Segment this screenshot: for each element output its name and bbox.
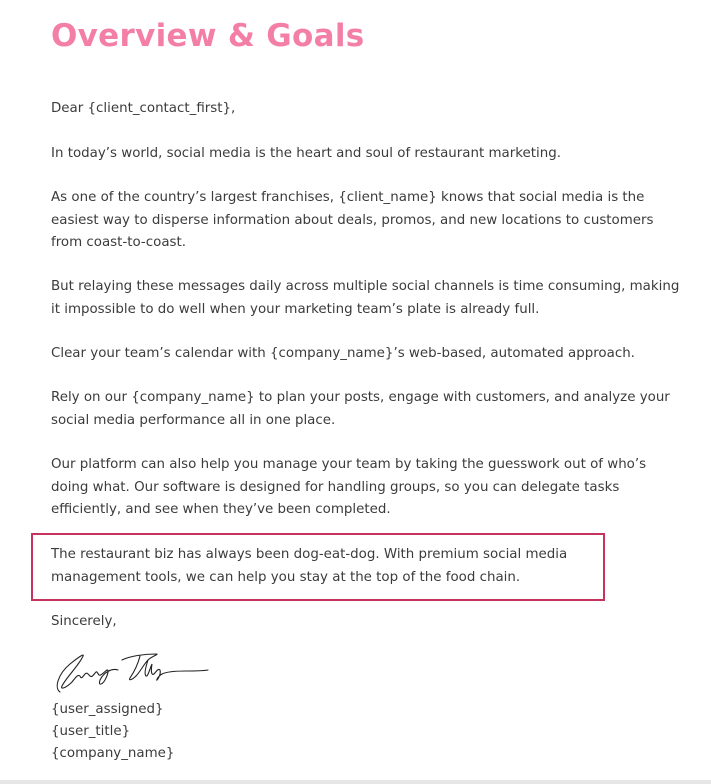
salutation: Dear {client_contact_first}, bbox=[51, 101, 236, 116]
company-name: {company_name} bbox=[51, 746, 175, 761]
paragraph-calendar: Clear your team’s calendar with {company_name}’s web-based, automated approach. bbox=[51, 346, 635, 361]
user-title: {user_title} bbox=[51, 724, 131, 739]
paragraph-intro: In today’s world, social media is the heart and soul of restaurant marketing. bbox=[51, 146, 561, 161]
user-assigned: {user_assigned} bbox=[51, 702, 164, 717]
signature-icon bbox=[52, 644, 212, 696]
closing: Sincerely, bbox=[51, 614, 117, 629]
paragraph-platform: Our platform can also help you manage your team by taking the guesswork out of who’s doing what. Our software is designed for handling groups, so you can delegate tasks efficiently, and see when they’ve been completed. bbox=[51, 457, 647, 517]
paragraph-franchise: As one of the country’s largest franchises, {client_name} knows that social media is the easiest way to disperse information about deals, promos, and new locations to customers from coast-to-coast. bbox=[51, 190, 654, 250]
page-title: Overview & Goals bbox=[51, 18, 365, 54]
highlight-text: The restaurant biz has always been dog-eat-dog. With premium social media management tools, we can help you stay at the top of the food chain. bbox=[51, 547, 568, 585]
paragraph-time-consuming: But relaying these messages daily across multiple social channels is time consuming, making it impossible to do well when your marketing team’s plate is already full. bbox=[51, 279, 680, 317]
page-divider bbox=[0, 780, 711, 784]
paragraph-plan-posts: Rely on our {company_name} to plan your posts, engage with customers, and analyze your social media performance all in one place. bbox=[51, 390, 670, 428]
